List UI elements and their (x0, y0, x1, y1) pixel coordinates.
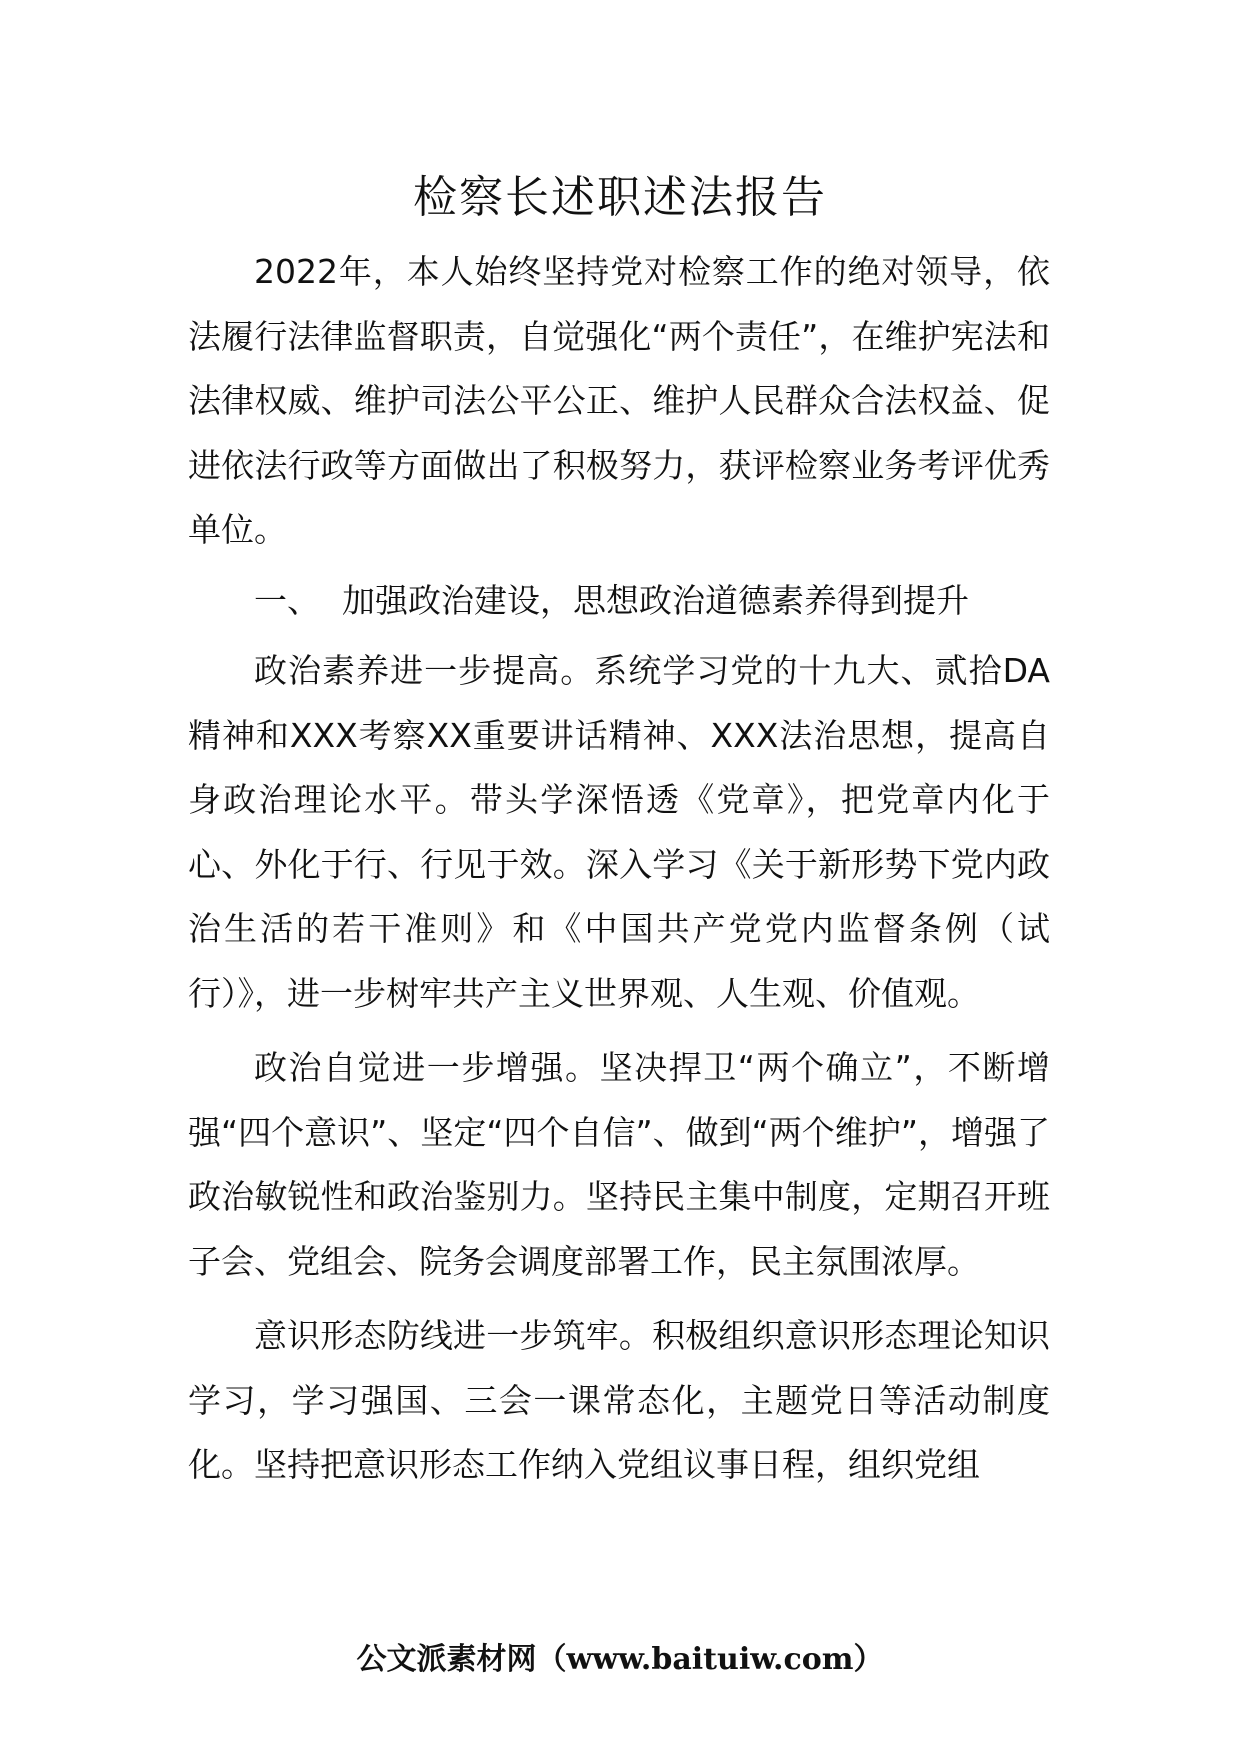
section-heading (188, 569, 1050, 634)
section-number: 一、 (254, 580, 320, 620)
document-body (188, 240, 1050, 1498)
document-title: 检察长述职述法报告 (413, 172, 827, 223)
intro-paragraph: 2022年，本人始终坚持党对检察工作的绝对领导，依法履行法律监督职责，自觉强化“两个责任”，在维护宪法和法律权威、维护司法公平公正、维护人民群众合法权益、促进依法行政等方面做出了积极努力，获评检察业务考评优秀单位。 (188, 252, 1050, 549)
body-paragraph-political-consciousness: 政治自觉进一步增强。坚决捍卫“两个确立”，不断增强“四个意识”、坚定“四个自信”、做到“两个维护”，增强了政治敏锐性和政治鉴别力。坚持民主集中制度，定期召开班子会、党组会、院务会调度部署工作，民主氛围浓厚。 (188, 1048, 1050, 1281)
body-paragraph-ideology-defense: 意识形态防线进一步筑牢。积极组织意识形态理论知识学习，学习强国、三会一课常态化，主题党日等活动制度化。坚持把意识形态工作纳入党组议事日程，组织党组 (188, 1316, 1050, 1484)
body-paragraph-political-literacy: 政治素养进一步提高。系统学习党的十九大、贰拾DA精神和XXX考察XX重要讲话精神、XXX法治思想，提高自身政治理论水平。带头学深悟透《党章》，把党章内化于心、外化于行、行见于效。深入学习《关于新形势下党内政治生活的若干准则》和《中国共产党党内监督条例（试行）》，进一步树牢共产主义世界观、人生观、价值观。 (188, 651, 1050, 1013)
footer-watermark: 公文派素材网（www.baituiw.com） (356, 1642, 884, 1677)
section-heading-text: 加强政治建设，思想政治道德素养得到提升 (342, 580, 969, 620)
